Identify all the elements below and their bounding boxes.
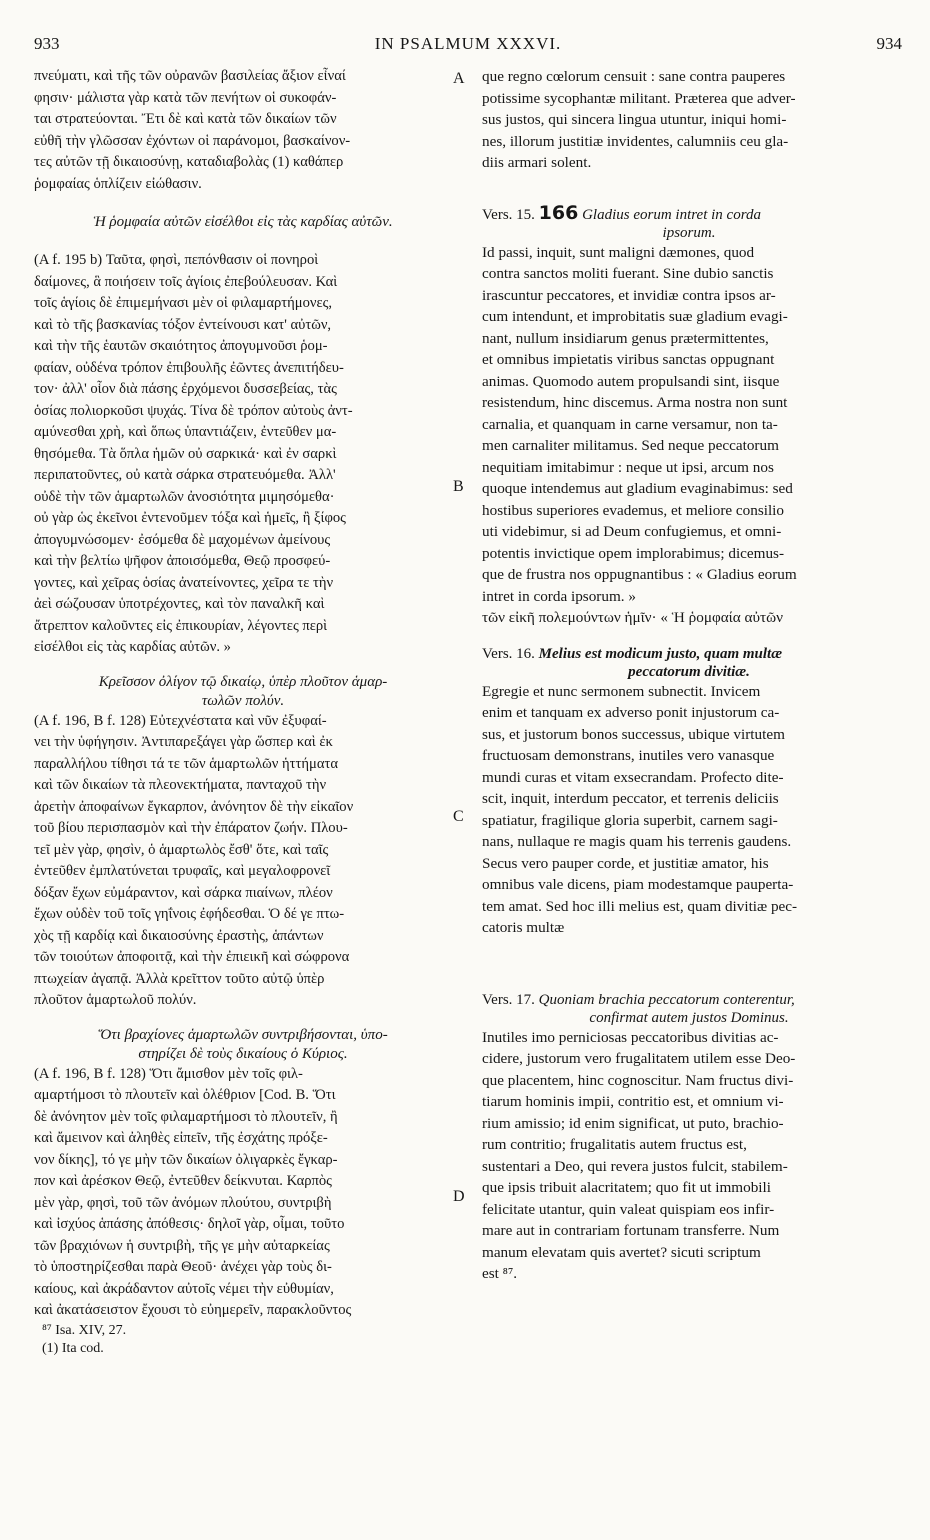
text-line: felicitate utantur, quin valeat quispiam eos infir- — [482, 1200, 775, 1218]
text-line: οὐδὲ τὴν τῶν ἁμαρτωλῶν ἀνοσιότητα μιμησόμεθα· — [34, 488, 335, 505]
text-line: sus justos, qui sincera lingua utuntur, iniqui homi- — [482, 111, 787, 128]
footnotes — [34, 1322, 452, 1358]
text-line: irascuntur peccatores, et invidiæ contra ipsos ar- — [482, 286, 776, 304]
latin-column — [482, 66, 896, 1285]
text-line: πον καὶ ἀρέσκον Θεῷ, ἐντεῦθεν δείκνυται. Καρπὸς — [34, 1173, 332, 1189]
verse-label: Vers. 15. — [482, 206, 535, 223]
verse-text: Gladius eorum intret in corda — [582, 206, 761, 223]
text-line: ῥομφαίας ὁπλίζειν εἰώθασιν. — [34, 175, 202, 192]
text-line: Inutiles imo perniciosas peccatoribus divitias ac- — [482, 1028, 779, 1046]
text-line: quoque intendemus aut gladium evaginabimus: sed — [482, 480, 793, 497]
text-line: τὸ ὑποστηρίζεσθαι παρὰ Θεοῦ· ἀνέχει γὰρ τοὺς δι- — [34, 1259, 332, 1275]
text-line: (A f. 195 b) Ταῦτα, φησὶ, πεπόνθασιν οἱ πονηροὶ — [34, 252, 319, 268]
text-line: mare aut in contrariam fortunam transferre. Num — [482, 1222, 780, 1239]
text-line: στηρίζει δὲ τοὺς δικαίους ὁ Κύριος. — [138, 1045, 348, 1062]
latin-paragraph-2 — [482, 242, 896, 608]
text-line: intret in corda ipsorum. » — [482, 587, 636, 605]
text-line: omnibus vale dicens, piam modestamque pauperta- — [482, 876, 794, 893]
text-line: uti videbimur, si ad Deum confugiemus, et omni- — [482, 523, 782, 540]
text-line: tiarum hominis impii, contritio est, et omnium vi- — [482, 1093, 784, 1110]
running-title: IN PSALMUM XXXVI. — [374, 34, 562, 53]
margin-letter-d: D — [453, 1188, 465, 1205]
text-line: carnalia, et quanquam in carne versamur, non ta- — [482, 415, 778, 433]
text-line: πτωχείαν ἀγαπᾷ. Ἀλλὰ κρεῖττον τοῦτο αὐτῷ ὑπὲρ — [34, 970, 325, 987]
text-line: mundi curas et vitam exsecrandam. Profecto dite- — [482, 768, 784, 786]
text-line: τῶν βραχιόνων ἡ συντριβὴ, τῆς γε μὴν αὐταρκείας — [34, 1237, 330, 1254]
verse-heading-17 — [482, 991, 896, 1027]
text-line: νει τὴν ὑφήγησιν. Ἀντιπαρεξάγει γὰρ ὥσπερ καὶ ἐκ — [34, 734, 333, 750]
text-line: νον δίκης], τό γε μὴν τῶν δικαίων ὀλιγαρκὲς ἔγκαρ- — [34, 1151, 338, 1168]
text-line: οὐ γὰρ ὡς ἐκεῖνοι ἐντενοῦμεν τόξα καὶ ἡμεῖς, ἢ ξίφος — [34, 510, 346, 526]
verse-text: Melius est modicum justo, quam multæ — [538, 645, 783, 662]
text-line: αμαρτήμοσι τὸ πλουτεῖν καὶ ὀλέθριον [Cod. B. Ὅτι — [34, 1087, 336, 1103]
text-line: ὁσίας πολιορκοῦσι ψυχάς. Τίνα δὲ τρόπον αὐτοὺς ἀντ- — [34, 402, 353, 419]
text-line: spatiatur, fragilique gloria superbit, carnem sagi- — [482, 811, 778, 829]
greek-paragraph-1 — [34, 66, 452, 195]
page-number-right: 934 — [876, 34, 902, 53]
text-line: nes, illorum justitiæ invidentes, calumniis ceu gla- — [482, 132, 789, 150]
text-line: δὲ ἀνόνητον μὲν τοῖς φιλαμαρτήμοσι τὸ πλουτεῖν, ἢ — [34, 1108, 338, 1125]
text-line: Ὅτι βραχίονες ἁμαρτωλῶν συντριβήσονται, ὑπο- — [98, 1026, 388, 1043]
verse-text-cont: peccatorum divitiæ. — [628, 663, 750, 680]
greek-paragraph-3 — [34, 711, 452, 1012]
text-line: καίους, καὶ ἀκράδαντον αὐτοῖς νέμει τὴν εὐθυμίαν, — [34, 1280, 334, 1297]
text-line: καὶ τὸ τῆς βασκανίας τόξον ἐντείνουσι κατ' αὐτῶν, — [34, 316, 332, 333]
verse-text: Quoniam brachia peccatorum conterentur, — [538, 991, 795, 1008]
text-line: εἰσέλθοι εἰς τὰς καρδίας αὐτῶν. » — [34, 639, 231, 655]
text-line: θησόμεθα. Τὰ ὅπλα ἡμῶν οὐ σαρκικά· καὶ ἐν σαρκὶ — [34, 445, 337, 462]
text-line: fructuosam demonstrans, inutiles vero vanasque — [482, 747, 775, 764]
latin-paragraph-1 — [482, 66, 896, 174]
text-line: enim et tanquam ex adverso ponit injustorum ca- — [482, 704, 780, 721]
text-line: αμύνεσθαι χρὴ, καὶ ὅπως ὑπαντιάζειν, ἐντεῦθεν μα- — [34, 424, 337, 440]
text-line: δόξαν ἔχων εὐμάραντον, καὶ σάρκα πιαίνων, πλέον — [34, 884, 333, 901]
text-line: ἀπογυμνώσομεν· ἐσόμεθα δὲ μαχομένων ἀμείνους — [34, 531, 331, 548]
greek-lemma-1 — [34, 213, 452, 232]
verse-label: Vers. 16. — [482, 645, 535, 662]
text-line: scit, inquit, interdum peccator, et terrenis deliciis — [482, 790, 779, 807]
text-line: hostibus superiores evademus, et meliore consilio — [482, 501, 784, 519]
text-line: Egregie et nunc sermonem subnectit. Invicem — [482, 682, 761, 700]
text-line: Id passi, inquit, sunt maligni dæmones, quod — [482, 243, 755, 261]
text-line: χὸς τῇ καρδίᾳ καὶ δικαιοσύνης ἐραστὴς, ἁπάντων — [34, 927, 324, 944]
text-line: καὶ τὴν βελτίω ψῆφον ἀποισόμεθα, Θεῷ προσφεύ- — [34, 553, 331, 569]
text-line: catoris multæ — [482, 919, 565, 936]
text-line: τωλῶν πολύν. — [201, 692, 285, 709]
page-number-left: 933 — [34, 34, 60, 53]
greek-paragraph-2 — [34, 250, 452, 659]
verse-heading-15 — [482, 201, 896, 242]
text-line: τες αὐτῶν τῇ δικαιοσύνῃ, καταδιαβολὰς (1) καθάπερ — [34, 154, 344, 170]
text-line: περιπατοῦντες, οὐ κατὰ σάρκα στρατευόμεθα. Ἀλλ' — [34, 467, 336, 483]
greek-paragraph-4 — [34, 1064, 452, 1322]
running-header — [34, 34, 902, 58]
text-line: παραλλήλου τίθησι τά τε τῶν ἁμαρτωλῶν ἡττήματα — [34, 755, 338, 772]
text-line: ται στρατεύονται. Ἔτι δὲ καὶ κατὰ τῶν δικαίων τῶν — [34, 111, 337, 127]
footnote: ⁸⁷ Isa. XIV, 27. — [42, 1322, 127, 1338]
text-line: φαίαν, οὐδένα τρόπον ἐπιβουλῆς ἐῶντες ἀνεπιτήδευ- — [34, 359, 344, 376]
text-line: et omnibus impietatis viribus sanctas oppugnant — [482, 351, 775, 368]
text-line: nant, nullum insidiarum genus prætermittentes, — [482, 329, 769, 347]
greek-spill-line: τῶν εἰκῆ πολεμούντων ἡμῖν· « Ἡ ῥομφαία αὐτῶν — [482, 609, 783, 626]
text-line: est ⁸⁷. — [482, 1265, 518, 1282]
text-line: potentis invictique opem implorabimus; dicemus- — [482, 544, 785, 562]
margin-letter-c: C — [453, 808, 464, 825]
text-line: cum intendunt, et improbitatis suæ gladium evagi- — [482, 308, 788, 325]
text-line: Secus vero pauper corde, et justitiæ amator, his — [482, 854, 769, 872]
footnote: (1) Ita cod. — [42, 1340, 104, 1356]
text-line: diis armari solent. — [482, 154, 592, 171]
column-number: 166 — [538, 201, 579, 224]
text-line: τῶν τοιούτων ἀποφοιτᾷ, καὶ τὴν ἐπιεικῆ καὶ σώφρονα — [34, 949, 350, 965]
text-line: ἐντεῦθεν ἐμπλατύνεται τρυφαῖς, καὶ μεγαλοφρονεῖ — [34, 863, 331, 879]
text-line: rum contritio; frugalitatis autem fructus est, — [482, 1136, 747, 1153]
text-line: que de frustra nos oppugnantibus : « Gladius eorum — [482, 566, 797, 583]
text-line: τοῖς ἁγίοις δὲ ἐπιμεμήνασι μὲν οἱ φιλαμαρτήμονες, — [34, 295, 333, 311]
text-line: (A f. 196, B f. 128) Εὐτεχνέστατα καὶ νῦν ἐξυφαί- — [34, 712, 327, 729]
text-line: sus, et justorum bonos successus, ubique virtutem — [482, 725, 785, 743]
text-line: que ipsis tribuit alacritatem; quo fit ut immobili — [482, 1179, 771, 1196]
greek-column — [34, 66, 452, 1358]
text-line: καὶ ἀκατάσειστον ἔχουσι τὸ εὐημερεῖν, παρακλοῦντος — [34, 1302, 352, 1318]
text-line: ἀρετὴν ἀποφαίνων ἔγκαρπον, ἀνόνητον δὲ τὴν εἰκαῖον — [34, 798, 354, 815]
greek-lemma-3 — [34, 1026, 452, 1064]
text-line: φησιν· μάλιστα γὰρ κατὰ τῶν πενήτων οἱ συκοφάν- — [34, 89, 337, 106]
text-line: nequitiam imitabimur : neque ut ipsi, arcum nos — [482, 458, 774, 476]
text-line: καὶ ἄμεινον καὶ ἀληθὲς εἰπεῖν, τῆς ἐσχάτης πρόξε- — [34, 1130, 328, 1146]
text-line: καὶ τῶν δικαίων τὰ πλεονεκτήματα, πανταχοῦ τὴν — [34, 777, 327, 793]
text-line: cidere, justorum vero frugalitatem utilem esse Deo- — [482, 1050, 796, 1067]
verse-heading-16 — [482, 645, 896, 681]
verse-text-cont: confirmat autem justos Dominus. — [589, 1009, 789, 1026]
text-line: εὐθῆ τὴν γλῶσσαν ἐχόντων οἱ παράνομοι, βασκαίνον- — [34, 132, 351, 149]
text-line: καὶ ἰσχύος ἁπάσης ἀπόθεσις· δηλοῖ γὰρ, οἶμαι, τοῦτο — [34, 1216, 345, 1232]
text-line: que regno cœlorum censuit : sane contra pauperes — [482, 68, 786, 85]
text-line: men carnaliter militamus. Sed neque peccatorum — [482, 437, 779, 454]
text-line: καὶ τὴν τῆς ἑαυτῶν σκαιότητος ἀπογυμνοῦσι ῥομ- — [34, 338, 328, 354]
text-line: δαίμονες, ἃ ποιήσειν τοῖς ἁγίοις ἐπεβούλευσαν. Καὶ — [34, 273, 338, 290]
text-line: resistendum, hinc discemus. Arma nostra non sunt — [482, 394, 788, 411]
text-line: πλοῦτον ἁμαρτωλοῦ πολύν. — [34, 992, 197, 1008]
text-line: animas. Quomodo autem propulsandi sint, iisque — [482, 372, 780, 390]
verse-text-cont: ipsorum. — [662, 224, 716, 241]
margin-letter-b: B — [453, 478, 464, 495]
text-line: ἀεὶ σώζουσαν ὑποτρέχοντες, καὶ τὸν παναλκῆ καὶ — [34, 596, 325, 612]
text-line: τον· ἀλλ' οἷον διὰ πάσης ἐρχόμενοι δυσσεβείας, τὰς — [34, 381, 337, 397]
text-line: potissime sycophantæ militant. Præterea que adver- — [482, 89, 796, 107]
text-line: Κρεῖσσον ὀλίγον τῷ δικαίῳ, ὑπὲρ πλοῦτον ἁμαρ- — [98, 673, 388, 690]
text-line: rium amissio; id enim significat, ut puto, brachio- — [482, 1114, 784, 1132]
text-line: que placentem, hinc cognoscitur. Nam fructus divi- — [482, 1071, 794, 1089]
text-line: ἔχων οὐδὲν τοῦ τοῖς γηΐνοις ἐφήδεσθαι. Ὁ δέ γε πτω- — [34, 906, 345, 922]
text-line: τεῖ μὲν γὰρ, φησὶν, ὁ ἁμαρτωλὸς ἔσθ' ὅτε, καὶ ταῖς — [34, 841, 329, 858]
text-line: ἄτρεπτον καλοῦντες εἰς ἐπικουρίαν, λέγοντες περὶ — [34, 617, 328, 634]
text-line: contra sanctos moliti fuerant. Sine dubio sanctis — [482, 265, 774, 282]
latin-paragraph-4 — [482, 1027, 896, 1285]
text-line: tem amat. Sed hoc illi melius est, quam divitiæ pec- — [482, 897, 798, 915]
text-line: τοῦ βίου περισπασμὸν καὶ τὴν ἐπάρατον ζωήν. Πλου- — [34, 820, 348, 836]
margin-letter-a: A — [453, 70, 465, 87]
text-line: γοντες, καὶ χεῖρας ὁσίας ἀνατείνοντες, χεῖρα τε τὴν — [34, 574, 334, 591]
text-line: (A f. 196, B f. 128) Ὅτι ἄμισθον μὲν τοῖς φιλ- — [34, 1065, 303, 1082]
verse-label: Vers. 17. — [482, 991, 535, 1008]
latin-paragraph-3 — [482, 681, 896, 939]
text-line: μὲν γὰρ, φησὶ, τοῦ τῶν ἀνόμων πλούτου, συντριβὴ — [34, 1194, 332, 1211]
greek-lemma-2 — [34, 673, 452, 711]
text-line: manum elevatam quis avertet? sicuti scriptum — [482, 1243, 761, 1261]
text-line: nans, nullaque re magis quam his terrenis gaudens. — [482, 833, 792, 850]
greek-lemma-line: Ἡ ῥομφαία αὐτῶν εἰσέλθοι εἰς τὰς καρδίας αὐτῶν. — [93, 214, 393, 230]
text-line: πνεύματι, καὶ τῆς τῶν οὐρανῶν βασιλείας ἄξιον εἶναί — [34, 68, 346, 84]
text-line: sustentari a Deo, qui revera justos fulcit, stabilem- — [482, 1157, 788, 1175]
